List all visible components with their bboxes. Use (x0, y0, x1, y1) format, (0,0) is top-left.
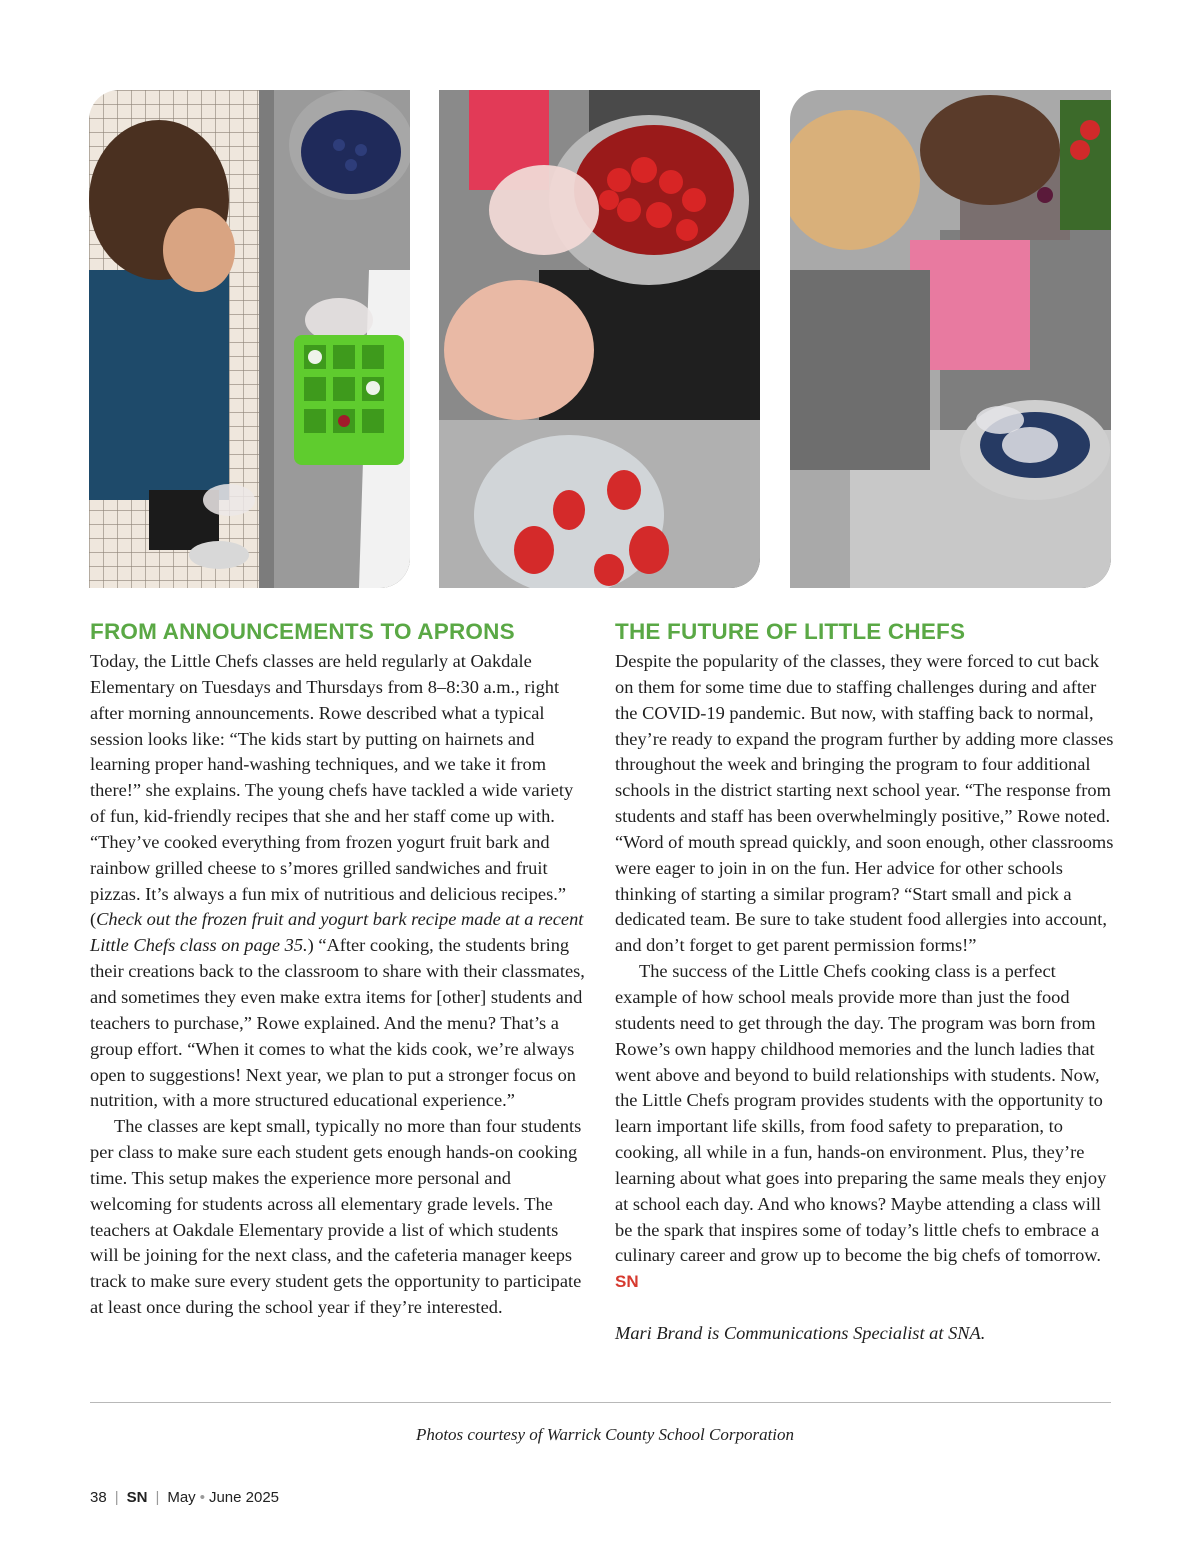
issue-date: June 2025 (208, 1489, 280, 1506)
photo-washing-blueberries (790, 90, 1111, 588)
paragraph: The classes are kept small, typically no more than four students per class to make sure each student gets enough hands-on cooking time. This setup makes the experience more personal and welcoming for students across all elementary grade levels. The teachers at Oakdale Elementary provide a list of which students will be joining for the next class, and the cafeteria manager keeps track to make sure every student gets the opportunity to participate at least once during the school year if they’re interested. (90, 1116, 582, 1318)
article-column-left (90, 618, 590, 1321)
section-heading-announcements: FROM ANNOUNCEMENTS TO APRONS (90, 619, 515, 644)
divider (90, 1402, 1111, 1403)
recipe-reference: Check out the frozen fruit and yogurt bark recipe made at a recent Little Chefs class on page 35. (90, 909, 584, 956)
magazine-brand: SN (126, 1489, 148, 1506)
photo-credit: Photos courtesy of Warrick County School Corporation (415, 1425, 795, 1444)
page-number: 38 (90, 1489, 107, 1506)
paragraph-text: ) “After cooking, the students bring their creations back to the classroom to share with their classmates, and sometimes they even make extra items for [other] students and teachers to purchase,” Rowe explained. And the menu? That’s a group effort. “When it comes to what the kids cook, we’re always open to suggestions! Next year, we plan to put a stronger focus on nutrition, with a more structured educational experience.” (90, 935, 585, 1111)
issue-month: May (167, 1489, 196, 1506)
paragraph-text: The success of the Little Chefs cooking class is a perfect example of how school meals provide more than just the food students need to get through the day. The program was born from Rowe’s own happy childhood memories and the lunch ladies that went above and beyond to build relationships with students. Now, the Little Chefs program provides students with the opportunity to learn important life skills, from food safety to preparation, to cooking, all while in a fun, hands-on environment. Plus, they’re learning about what goes into preparing the same meals they enjoy at school each day. And who knows? Maybe attending a class will be the spark that inspires some of today’s little chefs to embrace a culinary career and grow up to become the big chefs of tomorrow. (615, 961, 1107, 1266)
author-byline: Mari Brand is Communications Specialist at SNA. (615, 1323, 986, 1344)
issue-separator: • (199, 1489, 205, 1506)
photo-child-filling-popsicle-mold (89, 90, 410, 588)
photo-hulling-strawberries (439, 90, 760, 588)
page-footer: 38 | SN | May • June 2025 (90, 1489, 280, 1506)
paragraph (615, 959, 1115, 1295)
article-column-right (615, 618, 1115, 1347)
section-heading-future: THE FUTURE OF LITTLE CHEFS (615, 619, 966, 644)
paragraph-text: Today, the Little Chefs classes are held regularly at Oakdale Elementary on Tuesdays and Thursdays from 8–8:30 a.m., right after morning announcements. Rowe described what a typical session looks like: “The kids start by putting on hairnets and learning proper hand-washing techniques, and we take it from there!” she explains. The young chefs have tackled a wide variety of fun, kid-friendly recipes that she and her staff come up with. “They’ve cooked everything from frozen yogurt fruit bark and rainbow grilled cheese to s’mores grilled sandwiches and fruit pizzas. It’s always a fun mix of nutritious and delicious recipes.” ( (90, 651, 574, 930)
paragraph (90, 649, 590, 1114)
end-mark: SN (615, 1272, 639, 1292)
paragraph: Despite the popularity of the classes, they were forced to cut back on them for some time due to staffing challenges during and after the COVID-19 pandemic. But now, with staffing back to normal, they’re ready to expand the program further by adding more classes throughout the week and bringing the program to four additional schools in the district starting next school year. “The response from students and staff has been overwhelmingly positive,” Rowe noted. “Word of mouth spread quickly, and soon enough, other classrooms were eager to join in on the fun. Her advice for other schools thinking of starting a similar program? “Start small and pick a dedicated team. Be sure to take student food allergies into account, and don’t forget to get parent permission forms!” (615, 651, 1114, 956)
